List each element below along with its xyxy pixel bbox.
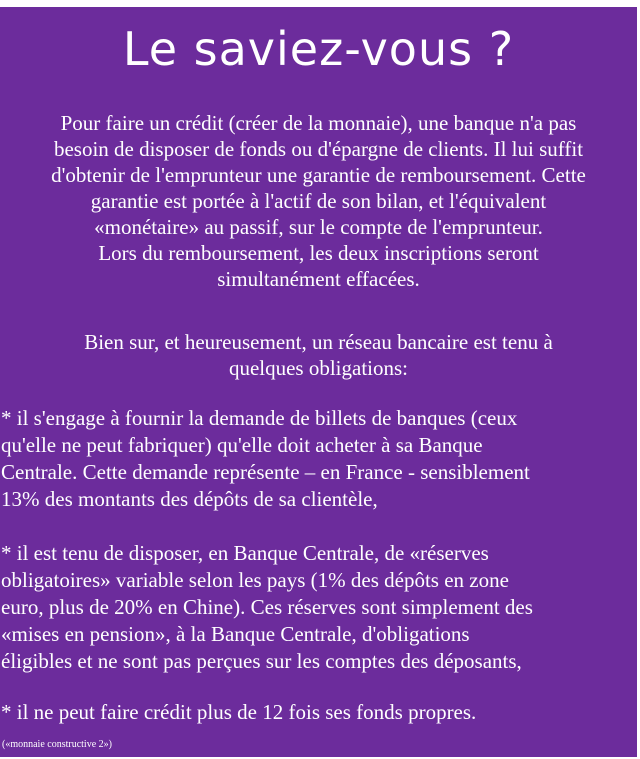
bullet-line: qu'elle ne peut fabriquer) qu'elle doit acheter à sa Banque	[1, 433, 483, 457]
bullet-reserves	[1, 540, 637, 675]
intro-line: Lors du remboursement, les deux inscriptions seront	[98, 241, 539, 265]
bullet-line: obligatoires» variable selon les pays (1% des dépôts en zone	[1, 568, 509, 592]
bullet-line: * il ne peut faire crédit plus de 12 fois ses fonds propres.	[1, 700, 477, 724]
bullet-line: 13% des montants des dépôts de sa clientèle,	[1, 487, 378, 511]
info-card	[0, 7, 637, 757]
intro-line: garantie est portée à l'actif de son bilan, et l'équivalent	[90, 189, 547, 213]
obligations-line: quelques obligations:	[228, 356, 409, 380]
intro-line: «monétaire» au passif, sur le compte de l'emprunteur.	[94, 215, 543, 239]
page-title: Le saviez-vous ?	[122, 22, 515, 76]
intro-paragraph	[0, 110, 637, 292]
intro-line: besoin de disposer de fonds ou d'épargne de clients. Il lui suffit	[53, 137, 584, 161]
obligations-paragraph	[0, 329, 637, 381]
bullet-line: «mises en pension», à la Banque Centrale, d'obligations	[1, 622, 470, 646]
source-citation: («monnaie constructive 2»)	[2, 739, 112, 750]
bullet-banknotes	[1, 405, 637, 513]
bullet-line: euro, plus de 20% en Chine). Ces réserves sont simplement des	[1, 595, 533, 619]
intro-line: Pour faire un crédit (créer de la monnaie), une banque n'a pas	[60, 111, 577, 135]
intro-line: simultanément effacées.	[217, 267, 420, 291]
intro-line: d'obtenir de l'emprunteur une garantie de remboursement. Cette	[51, 163, 586, 187]
obligations-line: Bien sur, et heureusement, un réseau bancaire est tenu à	[84, 330, 553, 354]
bullet-credit-limit	[1, 699, 637, 726]
bullet-line: * il s'engage à fournir la demande de billets de banques (ceux	[1, 406, 518, 430]
bullet-line: Centrale. Cette demande représente – en France - sensiblement	[1, 460, 530, 484]
bullet-line: éligibles et ne sont pas perçues sur les comptes des déposants,	[1, 649, 522, 673]
bullet-line: * il est tenu de disposer, en Banque Centrale, de «réserves	[1, 541, 489, 565]
